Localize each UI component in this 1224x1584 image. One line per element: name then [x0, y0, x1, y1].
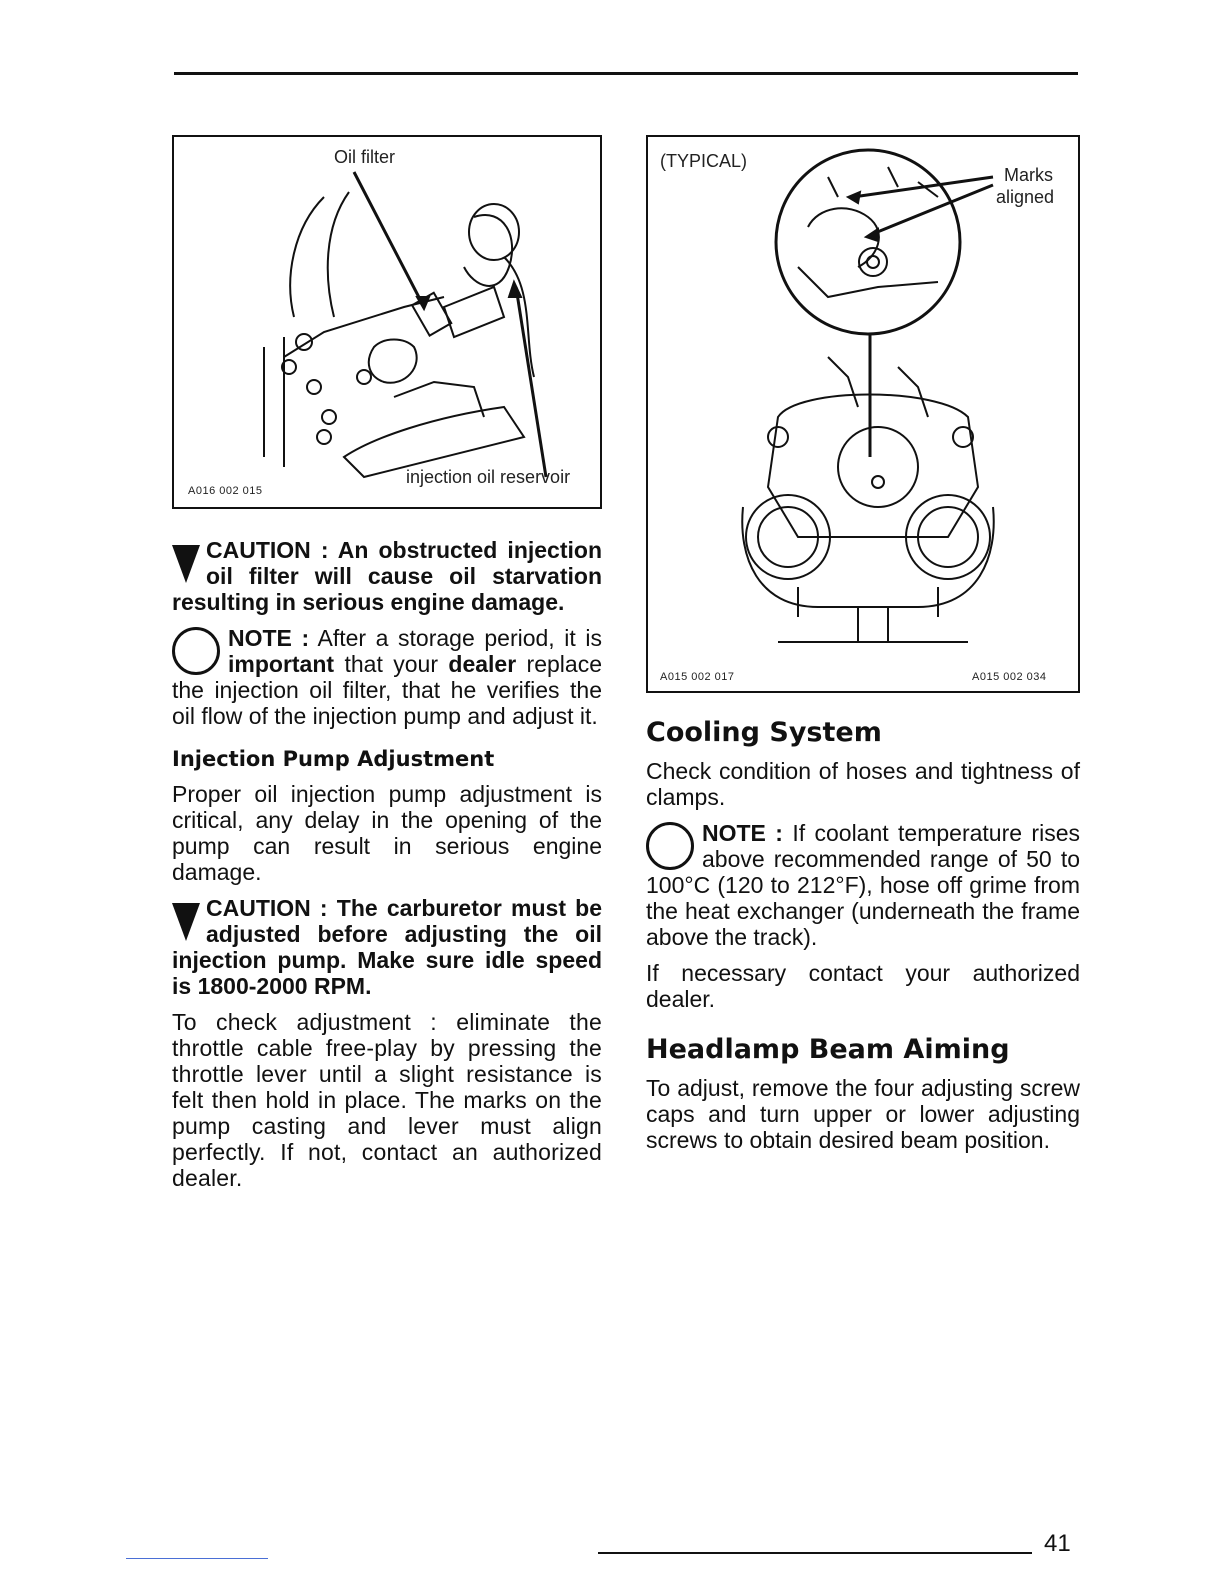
marks-label-line2: aligned — [996, 187, 1055, 207]
caution-oil-filter — [172, 537, 602, 615]
typical-label: (TYPICAL) — [660, 151, 748, 171]
right-column — [646, 135, 1080, 1153]
note-circle-icon — [646, 822, 694, 870]
note-lead: NOTE : — [228, 625, 310, 651]
note-text: replace the injection oil filter, that he verifies the oil flow of the injection pump and adjust it. — [172, 651, 602, 729]
note-storage — [172, 625, 602, 729]
caution-carburetor — [172, 895, 602, 999]
marks-label-line1: Marks — [1004, 165, 1053, 185]
figure-code-right: A015 002 034 — [972, 671, 1047, 683]
caution-text: CAUTION : An obstructed injection oil filter will cause oil starvation resulting in serious engine damage. — [172, 537, 602, 615]
figure-code: A016 002 015 — [188, 485, 263, 497]
figure-code-left: A015 002 017 — [660, 671, 735, 683]
left-column — [172, 135, 602, 1191]
oil-filter-label: Oil filter — [334, 147, 396, 167]
top-rule — [174, 72, 1078, 75]
oil-filter-figure — [172, 135, 602, 509]
cooling-dealer-paragraph: If necessary contact your authorized dealer. — [646, 960, 1080, 1012]
note-lead: NOTE : — [702, 820, 783, 846]
note-text: that your — [334, 651, 449, 677]
footer-rule — [598, 1552, 1032, 1554]
injection-pump-subheading: Injection Pump Adjustment — [172, 747, 495, 771]
engine-oil-filter-illustration — [174, 137, 600, 507]
pump-marks-figure — [646, 135, 1080, 693]
caution-text: CAUTION : The carburetor must be adjusted before adjusting the oil injection pump. Make sure idle speed is 1800-2000 RPM. — [172, 895, 602, 999]
note-emphasis-important: important — [228, 651, 335, 677]
cooling-system-heading: Cooling System — [646, 717, 882, 748]
cooling-paragraph: Check condition of hoses and tightness of clamps. — [646, 758, 1080, 810]
reservoir-label: injection oil reservoir — [406, 467, 571, 487]
pump-adjustment-paragraph: Proper oil injection pump adjustment is critical, any delay in the opening of the pump can result in serious engine damage. — [172, 781, 602, 885]
injection-pump-illustration — [648, 137, 1078, 691]
bottom-link-line — [126, 1558, 268, 1559]
page-number: 41 — [1044, 1530, 1071, 1557]
note-text: If coolant temperature rises above recommended range of 50 to 100°C (120 to 212°F), hose off grime from the heat exchanger (underneath the frame above the track). — [646, 820, 1080, 950]
caution-triangle-icon — [172, 903, 200, 941]
check-adjustment-paragraph: To check adjustment : eliminate the throttle cable free-play by pressing the throttle lever until a slight resistance is felt then hold in place. The marks on the pump casting and lever must align perfectly. If not, contact an authorized dealer. — [172, 1009, 602, 1191]
headlamp-heading: Headlamp Beam Aiming — [646, 1034, 1010, 1065]
note-text: After a storage period, it is — [309, 625, 602, 651]
note-emphasis-dealer: dealer — [448, 651, 517, 677]
caution-triangle-icon — [172, 545, 200, 583]
note-circle-icon — [172, 627, 220, 675]
note-coolant — [646, 820, 1080, 950]
headlamp-paragraph: To adjust, remove the four adjusting screw caps and turn upper or lower adjusting screws to obtain desired beam position. — [646, 1075, 1080, 1153]
